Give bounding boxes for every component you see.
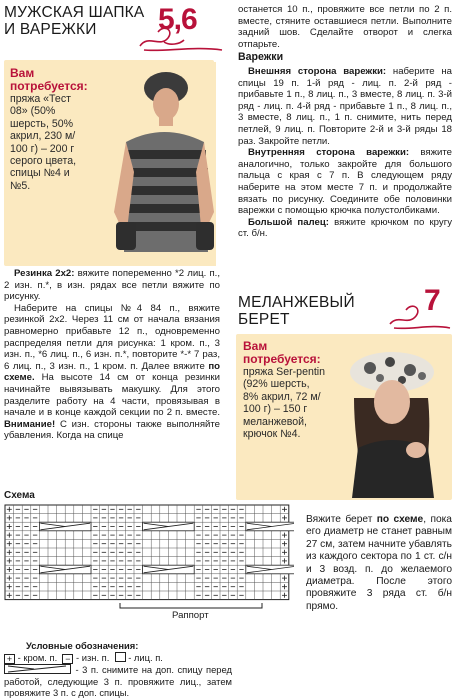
rib-label: Резинка 2х2: <box>14 268 75 279</box>
ornament-swirl-7 <box>386 286 454 330</box>
photo-man-hat <box>104 62 216 266</box>
materials-beret-text <box>243 340 327 440</box>
cable-symbol <box>4 664 72 674</box>
knitting-chart <box>4 504 294 602</box>
inner-side-text: вяжите аналогично, только закройте для большого пальца с края с 7 п. В следующем ряду наберите на этом месте 7 п. и продолжайте вязать по рисунку. Соедините обе половинки варежки с помощью крючка полустолбиками. <box>238 147 452 217</box>
legend-title: Условные обозначения: <box>26 640 139 651</box>
thumb-text: вяжите крючком по кругу ст. б/н. <box>238 216 452 240</box>
inner-side-label: Внутренняя сторона варежки: <box>248 147 410 159</box>
photo-woman-beret <box>334 338 448 498</box>
edge-stitch-symbol: + <box>4 654 15 664</box>
rib-text: вяжите попеременно *2 лиц. п., 2 изн. п.*, в изн. рядах все петли вяжите по рисунку. <box>4 268 220 303</box>
thumb-label: Большой палец: <box>248 216 329 228</box>
hat-instructions <box>4 268 220 442</box>
scheme-title: Схема <box>4 490 35 501</box>
chart-grid <box>5 505 294 600</box>
legend-cable: - 3 п. снимите на доп. спицу перед работой, следующие 3 п. провяжите лиц., затем провяжите 3 п. с доп. спицы. <box>4 664 232 699</box>
beret-scheme-ref: по схеме <box>376 514 424 525</box>
beret-title-line-1: МЕЛАНЖЕВЫЙ <box>238 294 355 311</box>
hat-text-part2: На высоте 14 см от конца резинки начинайте вывязывать макушку. Для этого разделите работу на 4 части, провязывая в начале и в конце каждой секции по 2 п. вместе. <box>4 372 220 419</box>
title-line-2: И ВАРЕЖКИ <box>4 21 97 38</box>
title-line-1: МУЖСКАЯ ШАПКА <box>4 4 145 21</box>
mittens-instructions <box>238 66 452 240</box>
hat-text-part1: Наберите на спицы №4 84 п., вяжите резинкой 2х2. Через 11 см от начала вязания равномерно прибавьте 12 п., одновременно распределяя петли для рисунка: 1 кром. п., 3 изн. п., *6 лиц. п., 6 изн. п.*, повторите *-* 7 раз, 6 лиц. п., 3 изн. п., 1 кром. п. Далее вяжите <box>4 302 220 372</box>
beret-instructions <box>306 514 452 613</box>
purl-symbol: − <box>62 654 73 664</box>
chart-legend <box>4 640 232 699</box>
pattern-number-7: 7 <box>424 284 440 317</box>
rapport-label: Раппорт <box>172 610 209 621</box>
hat-finish-text: останется 10 п., провяжите все петли по 2 п. вместе, стяните оставшиеся петли. Выполните задний шов. Сделайте отворот и слегка отпарьте. <box>238 4 452 50</box>
legend-purl: - изн. п. <box>76 652 110 664</box>
materials-hat-heading: Вам потребуется: <box>10 66 88 93</box>
beret-text-b: , пока его диаметр не станет равным 27 см, затем начните убавлять из каждого сектора по 1 ст. с/н и 3 возд. п. до желаемого диаметра. После этого провяжите 3 ряда ст. б/н прямо. <box>306 514 452 612</box>
materials-beret-heading: Вам потребуется: <box>243 339 321 366</box>
outer-side-text: наберите на спицы 19 п. 1-й ряд - лиц. п. 2-й ряд - прибавьте 1 п., 8 лиц. п., 3 вместе, 8 лиц. п. 3-й ряд - лиц. п. 4-й ряд - прибавьте 1 п., 8 лиц. п., 3 вместе, 8 лиц. п., 1 п. снимите, нить перед петлей, 9 лиц. п. Повторите 2-й и 3-й ряды 18 раз. Закройте петли. <box>238 66 452 147</box>
knit-symbol <box>115 652 126 662</box>
attention-label: Внимание! <box>4 418 56 430</box>
materials-hat-body: пряжа «Тест 08» (50% шерсть, 50% акрил, 230 м/ 100 г) – 200 г серого цвета, спицы №4 и №5. <box>10 93 77 192</box>
mittens-heading: Варежки <box>238 51 284 63</box>
materials-hat-text <box>10 66 88 192</box>
legend-edge: - кром. п. <box>17 652 58 664</box>
pattern-number-5-6: 5,6 <box>158 3 197 36</box>
rapport-bracket <box>118 603 264 611</box>
beret-title-line-2: БЕРЕТ <box>238 311 290 328</box>
beret-text-a: Вяжите берет <box>306 514 377 525</box>
beret-title <box>238 294 388 328</box>
legend-knit: - лиц. п. <box>128 652 163 664</box>
outer-side-label: Внешняя сторона варежки: <box>248 66 387 77</box>
hat-text-part3: С изн. стороны также выполняйте убавления. Когда на спице <box>4 418 220 442</box>
hat-scheme-ref: по схеме. <box>4 360 220 384</box>
materials-beret-body: пряжа Ser-pentin (92% шерсть, 8% акрил, 72 м/ 100 г) – 150 г меланжевой, крючок №4. <box>243 366 326 441</box>
